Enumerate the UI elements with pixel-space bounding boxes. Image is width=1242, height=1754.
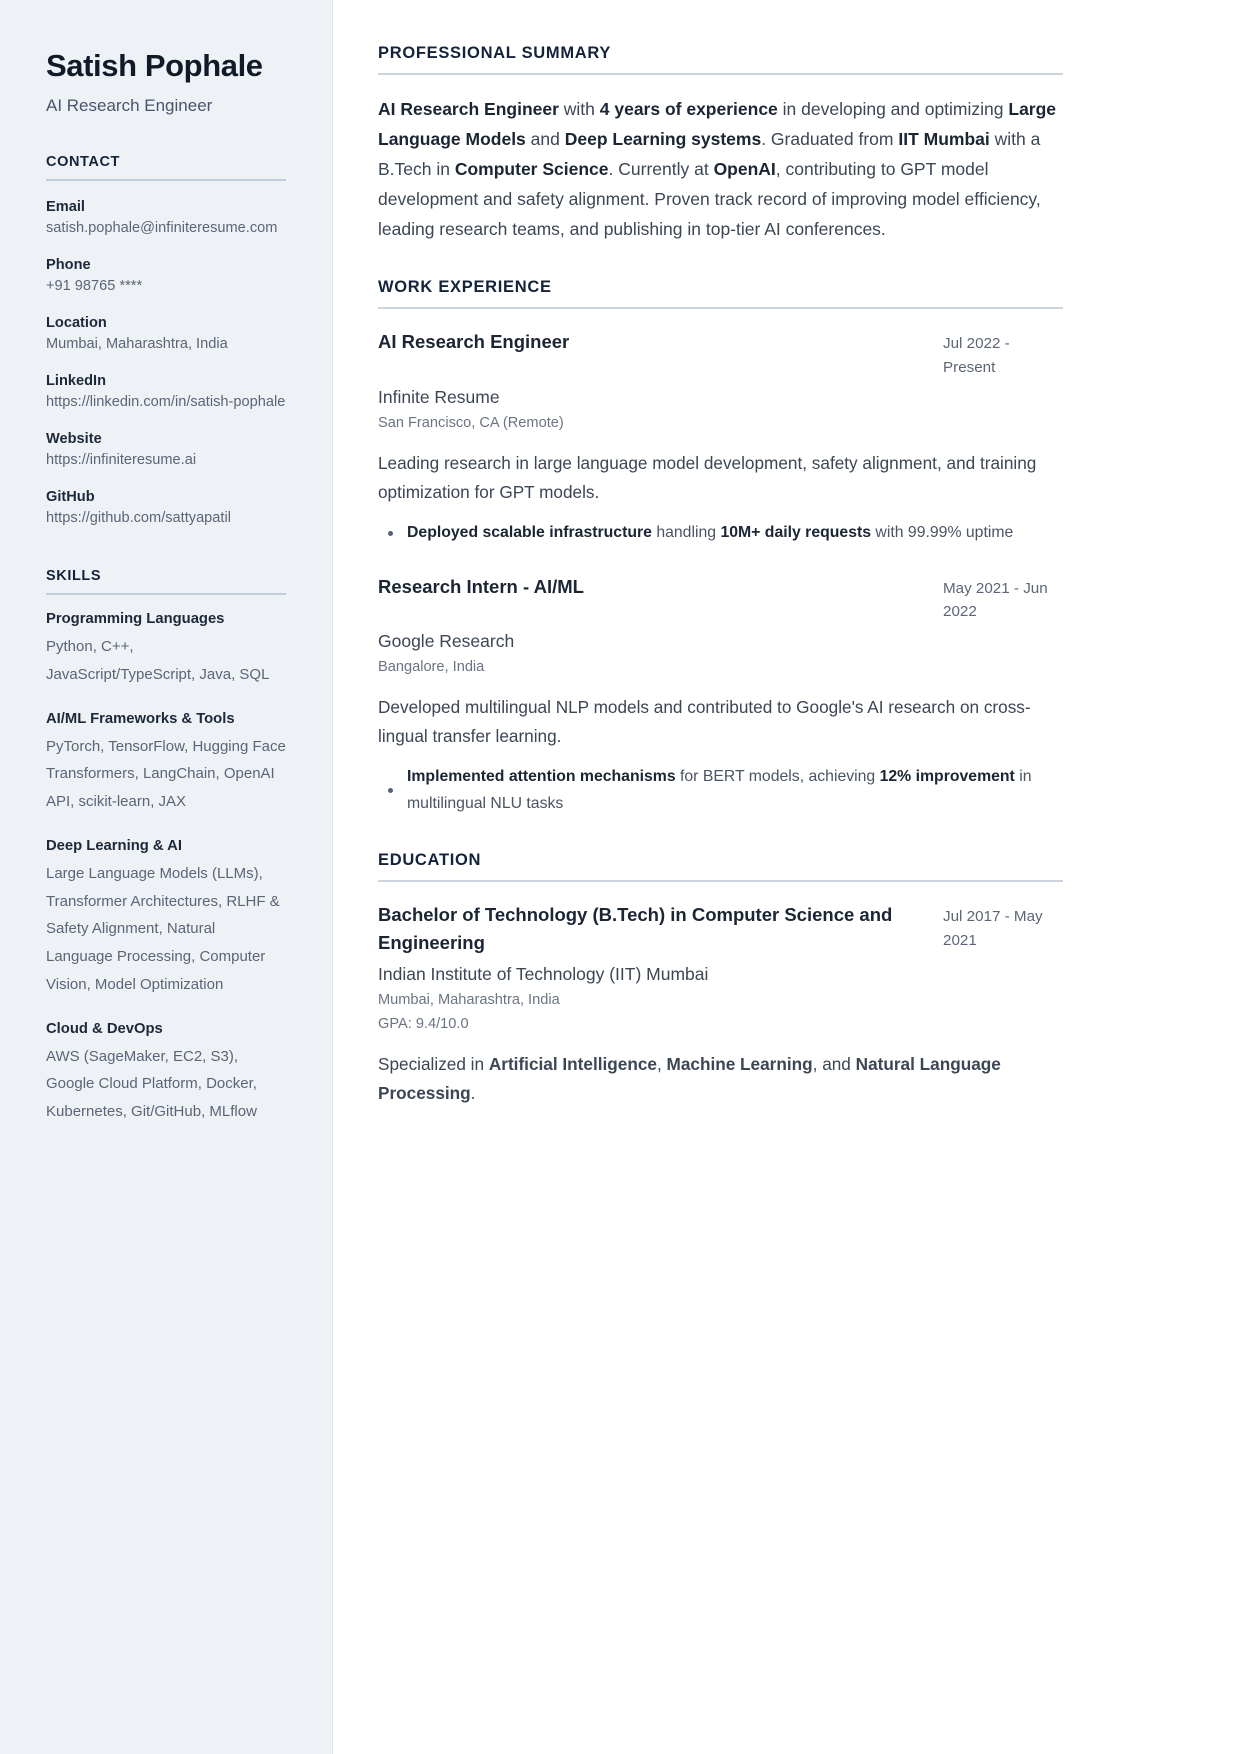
professional-summary-text: AI Research Engineer with 4 years of experience in developing and optimizing Large Language Models and Deep Learning systems. Graduated from IIT Mumbai with a B.Tech in Computer Science. Currently at OpenAI, contributing to GPT model development and safety alignment. Proven track record of improving model efficiency, leading research teams, and publishing in top-tier AI conferences. — [378, 99, 1057, 240]
education-section — [378, 851, 1063, 1108]
work-experience-divider — [378, 307, 1063, 309]
contact-label: Location — [46, 314, 107, 331]
main-content — [333, 0, 1242, 1754]
professional-summary-section — [378, 44, 1063, 244]
contact-value[interactable]: satish.pophale@infiniteresume.com — [46, 220, 278, 237]
work-entry-header — [378, 328, 1063, 379]
skill-group-programming-languages — [46, 611, 286, 689]
education-entry — [378, 901, 1063, 1108]
candidate-role: AI Research Engineer — [46, 95, 213, 115]
education-gpa: GPA: 9.4/10.0 — [378, 1015, 469, 1032]
education-description: Specialized in Artificial Intelligence, Machine Learning, and Natural Language Processing. — [378, 1053, 1001, 1103]
education-institution: Indian Institute of Technology (IIT) Mumbai — [378, 963, 709, 984]
contact-value[interactable]: https://infiniteresume.ai — [46, 452, 197, 469]
work-entry — [378, 328, 1063, 546]
skills-divider — [46, 593, 286, 595]
skills-section-title: SKILLS — [46, 568, 102, 585]
skill-group-deep-learning-ai — [46, 838, 286, 999]
skill-group-name: Programming Languages — [46, 611, 225, 628]
work-experience-title: WORK EXPERIENCE — [378, 278, 552, 297]
work-entry-date: May 2021 - Jun 2022 — [943, 579, 1048, 621]
bullet-text: Deployed scalable infrastructure handling 10M+ daily requests with 99.99% uptime — [407, 523, 1014, 541]
contact-item-email — [46, 197, 286, 240]
contact-item-github — [46, 487, 286, 530]
bullet-item — [378, 520, 1063, 547]
bullet-dot-icon — [388, 531, 393, 536]
work-entry-location: San Francisco, CA (Remote) — [378, 415, 564, 432]
work-entry-date: Jul 2022 - Present — [943, 335, 1010, 377]
skill-group-items: PyTorch, TensorFlow, Hugging Face Transformers, LangChain, OpenAI API, scikit-learn, JAX — [46, 737, 286, 811]
skill-group-name: Cloud & DevOps — [46, 1020, 163, 1037]
skill-group-cloud-devops — [46, 1021, 286, 1126]
contact-value[interactable]: +91 98765 **** — [46, 278, 143, 295]
contact-divider — [46, 179, 286, 181]
skill-group-items: AWS (SageMaker, EC2, S3), Google Cloud Platform, Docker, Kubernetes, Git/GitHub, MLflow — [46, 1047, 257, 1121]
skill-group-items: Large Language Models (LLMs), Transformer Architectures, RLHF & Safety Alignment, Natural Language Processing, Computer Vision, Model Optimization — [46, 864, 280, 993]
skill-group-ai-ml-frameworks — [46, 711, 286, 816]
contact-list — [46, 197, 286, 530]
contact-section-title: CONTACT — [46, 153, 121, 170]
education-divider — [378, 880, 1063, 882]
contact-item-phone — [46, 255, 286, 298]
work-entry-description: Leading research in large language model development, safety alignment, and training optimization for GPT models. — [378, 452, 1037, 502]
contact-section — [46, 154, 286, 530]
work-entry-header — [378, 573, 1063, 624]
sidebar — [0, 0, 333, 1754]
work-entry — [378, 573, 1063, 818]
work-experience-section — [378, 278, 1063, 817]
education-date: Jul 2017 - May 2021 — [943, 908, 1043, 949]
work-entry-organization: Google Research — [378, 630, 515, 651]
contact-label: Phone — [46, 256, 91, 273]
professional-summary-title: PROFESSIONAL SUMMARY — [378, 44, 612, 62]
education-degree: Bachelor of Technology (B.Tech) in Computer Science and Engineering — [378, 904, 893, 953]
skill-group-items: Python, C++, JavaScript/TypeScript, Java, SQL — [46, 638, 270, 683]
work-entry-description: Developed multilingual NLP models and contributed to Google's AI research on cross-lingual transfer learning. — [378, 696, 1031, 746]
candidate-name: Satish Pophale — [46, 48, 263, 83]
contact-value[interactable]: https://github.com/sattyapatil — [46, 510, 231, 527]
contact-item-location — [46, 313, 286, 356]
work-entry-title: AI Research Engineer — [378, 331, 570, 353]
bullet-text: Implemented attention mechanisms for BERT models, achieving 12% improvement in multilingual NLU tasks — [407, 768, 1032, 812]
contact-value[interactable]: https://linkedin.com/in/satish-pophale — [46, 394, 286, 411]
bullet-item — [378, 764, 1063, 817]
work-entry-bullets — [378, 520, 1063, 547]
contact-label: Website — [46, 431, 102, 448]
skills-list — [46, 611, 286, 1126]
education-location: Mumbai, Maharashtra, India — [378, 992, 560, 1009]
contact-value: Mumbai, Maharashtra, India — [46, 336, 228, 353]
work-entry-organization: Infinite Resume — [378, 386, 500, 407]
work-entry-bullets — [378, 764, 1063, 817]
professional-summary-divider — [378, 73, 1063, 75]
education-entry-header — [378, 901, 1063, 957]
contact-label: GitHub — [46, 489, 95, 506]
contact-label: Email — [46, 198, 85, 215]
skills-section — [46, 568, 286, 1126]
work-entry-title: Research Intern - AI/ML — [378, 575, 584, 597]
skill-group-name: AI/ML Frameworks & Tools — [46, 710, 235, 727]
contact-item-linkedin — [46, 371, 286, 414]
bullet-dot-icon — [388, 788, 393, 793]
contact-label: LinkedIn — [46, 373, 106, 390]
skill-group-name: Deep Learning & AI — [46, 837, 182, 854]
education-title: EDUCATION — [378, 851, 482, 870]
contact-item-website — [46, 429, 286, 472]
work-entry-location: Bangalore, India — [378, 659, 485, 676]
